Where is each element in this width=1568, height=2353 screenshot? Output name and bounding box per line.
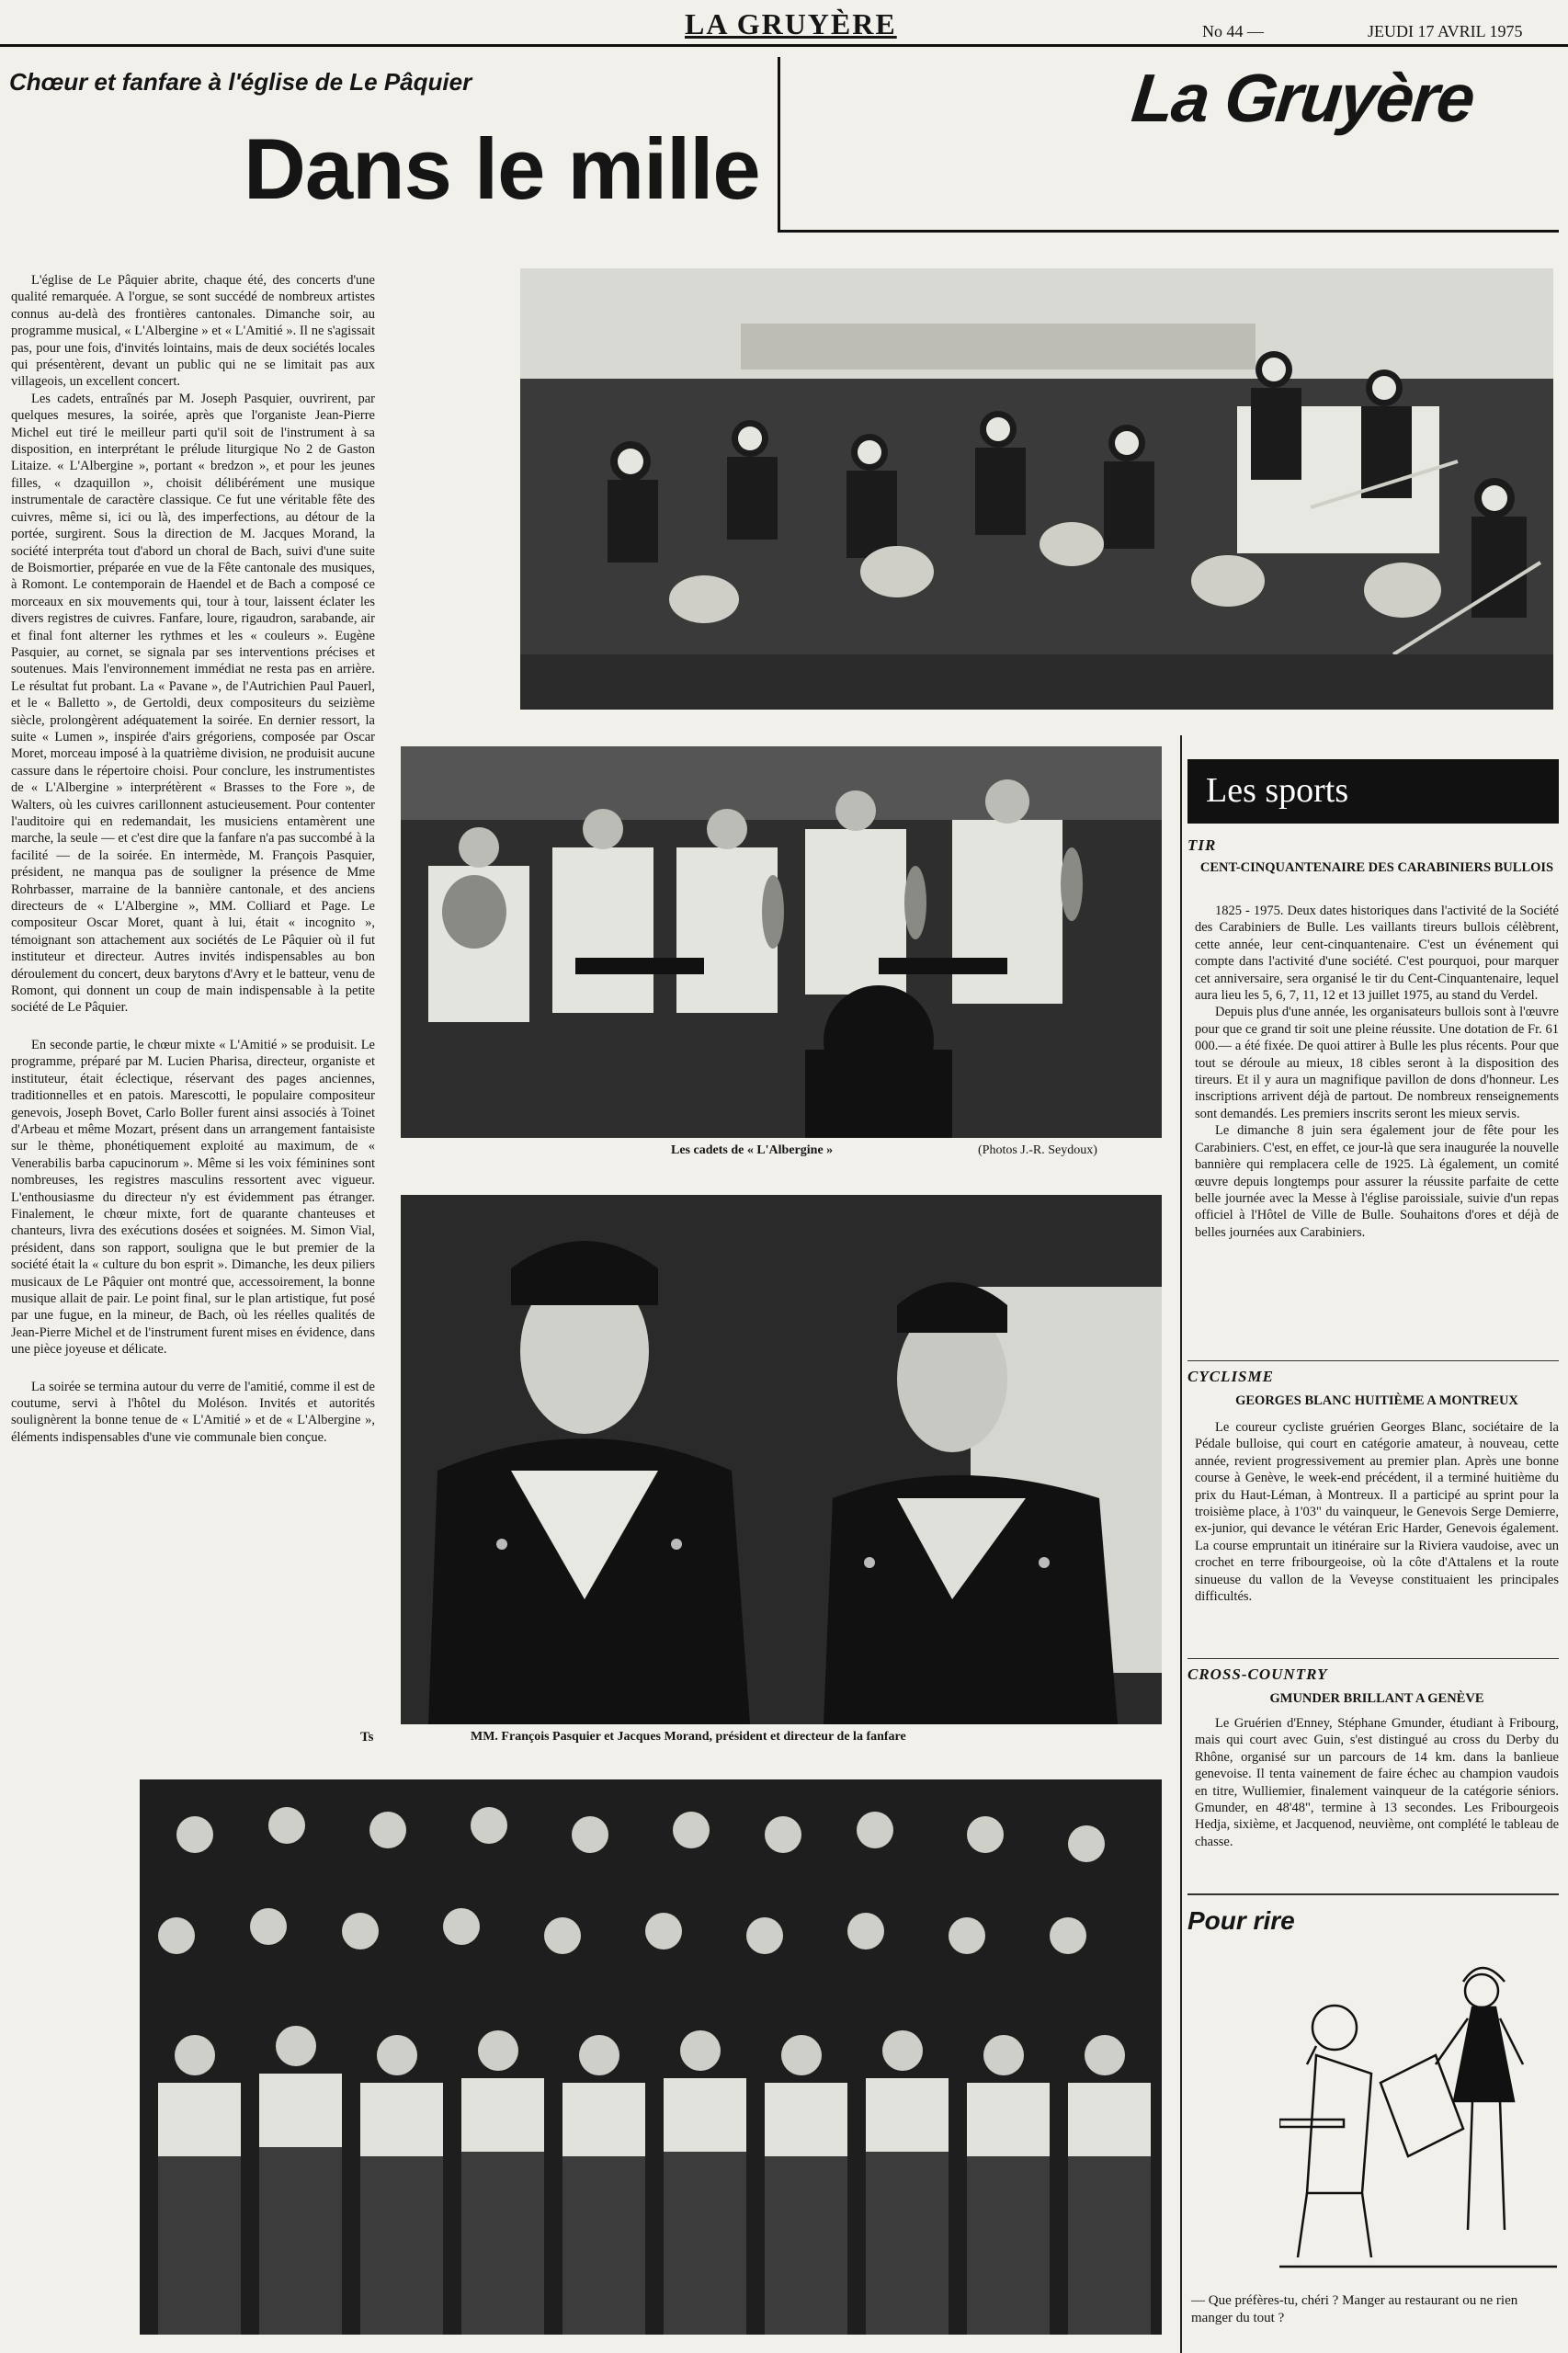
- issue-date: JEUDI 17 AVRIL 1975: [1368, 22, 1523, 40]
- cartoon-title: Pour rire: [1187, 1906, 1295, 1935]
- photo-fanfare-church: [520, 268, 1553, 710]
- caption-credit: [978, 1143, 1097, 1158]
- header-underline: [778, 230, 1559, 233]
- headline-tir: CENT-CINQUANTENAIRE DES CARABINIERS BULLOIS: [1199, 860, 1554, 875]
- article-signature: Ts: [360, 1730, 374, 1745]
- article-paragraph: En seconde partie, le chœur mixte « L'Amitié » se produisit. Le programme, préparé par M. Lucien Pharisa, directeur, organiste et instituteur, était éclectique, réservant des pages anciennes, traditionnelles et en patois. Marescotti, le populaire compositeur genevois, Joseph Bovet, Carlo Boller furent ainsi associés à Toinet d'Arbeau et même Mozart, présent dans un arrangement fantaisiste sur le thème, phonétiquement exploité au maximum, de « Venerabilis barba capucinorum ». Même si les voix féminines sont nombreuses, les registres masculins ressortent avec vigueur. L'enthousiasme du directeur n'y est évidemment pas étranger. Finalement, le chœur mixte, fort de quarante chanteuses et chanteurs, livra des exécutions dosées et soignées. M. Simon Vial, président, dans son rapport, souligna que le but premier de la société était la « culture du bon esprit ». Dimanche, les deux piliers musicaux de Le Pâquier ont montré que, accessoirement, la bonne musique allait de pair. Le point final, sur le plan artistique, fut posé par une fugue, en la mineur, de Bach, où les réelles qualités de Jean-Pierre Michel et de l'instrument furent mises en évidence, dans une pièce joyeuse et délicate.: [11, 1037, 375, 1358]
- cyclisme-body: [1195, 1419, 1559, 1605]
- photo-choir: [140, 1779, 1162, 2335]
- sports-title: Les sports: [1206, 771, 1349, 810]
- headline-cyclisme: GEORGES BLANC HUITIÈME A MONTREUX: [1235, 1393, 1518, 1408]
- article-paragraph: La soirée se termina autour du verre de l'amitié, comme il est de coutume, servi à l'hôtel du Moléson. Invités et autorités soulignèrent la bonne tenue de « L'Amitié » et de « L'Albergine », éléments indispensables d'une vie communale bien conçue.: [11, 1379, 375, 1445]
- caption-portrait: MM. François Pasquier et Jacques Morand, président et directeur de la fanfare: [471, 1730, 906, 1744]
- sports-column-rule: [1180, 735, 1182, 2353]
- cyclisme-paragraph: Le coureur cycliste gruérien Georges Blanc, sociétaire de la Pédale bulloise, qui court en catégorie amateur, à nouveau, cette année, revient progressivement au premier plan. Après une bonne course à Genève, le week-end précédent, il a terminé huitième du prix du Haut-Léman, à Montreux. Il a participé au sprint pour la troisième place, à 1'03" du vainqueur, le Genevois Serge Demierre, ex-junior, qui devance le vétéran Eric Harder, Genevois également. La course empruntait un itinéraire sur la Riviera vaudoise, avec un crochet en terre fribourgeoise, où la côte d'Attalens et la route sinueuse du vallon de la Veveyse constituaient les principales difficultés.: [1195, 1420, 1559, 1605]
- photo-cadets: [401, 746, 1162, 1138]
- newspaper-logo: La Gruyère: [1128, 60, 1478, 136]
- issue-number: No 44 —: [1202, 22, 1264, 40]
- tir-paragraph: Le dimanche 8 juin sera également jour de fête pour les Carabiniers. C'est, en effet, ce jour-là que sera inaugurée la nouvelle bannière qui remplacera celle de 1925. Là également, un comité œuvre depuis longtemps pour assurer la réussite parfaite de cette belle journée avec la Messe à l'église paroissiale, suivie d'un repas officiel à l'Hôtel de Ville de Bulle. Souhaitons d'ores et déjà de belles journées aux Carabiniers.: [1195, 1123, 1559, 1240]
- section-label-tir: TIR: [1187, 836, 1217, 854]
- tir-body: [1195, 903, 1559, 1241]
- section-divider: [1187, 1658, 1559, 1659]
- cartoon-caption: — Que préfères-tu, chéri ? Manger au restaurant ou ne rien manger du tout ?: [1191, 2293, 1518, 2325]
- caption-cadets: Les cadets de « L'Albergine »: [671, 1143, 834, 1157]
- cross-body: [1195, 1715, 1559, 1850]
- cross-paragraph: Le Gruérien d'Enney, Stéphane Gmunder, étudiant à Fribourg, mais qui court avec Guin, s'est distingué au cross du Derby du Rhône, organisé sur un parcours de 14 km. dans la banlieue genevoise. Il tenta vainement de faire échec au champion vaudois en titre, Wulliemier, finalement vainqueur de la catégorie séniors. Gmunder, en 48'48", termine à 13 secondes. Les Fribourgeois Hedja, sixième, et Jacquenod, neuvième, ont complété le tableau de chasse.: [1195, 1716, 1559, 1849]
- masthead-name: LA GRUYÈRE: [685, 7, 897, 40]
- section-label-cyclisme: CYCLISME: [1187, 1368, 1274, 1385]
- sports-header: [1187, 759, 1559, 824]
- tir-paragraph: 1825 - 1975. Deux dates historiques dans l'activité de la Société des Carabiniers de Bulle. Les vaillants tireurs bullois célèbrent, cette année, leur cent-cinquantenaire. C'est un événement qui compte dans l'activité d'une société. C'est pourquoi, pour marquer cet anniversaire, sera organisé le tir du Cent-Cinquantenaire, lequel aura lieu les 5, 6, 7, 11, 12 et 13 juillet 1975, au stand du Verdel.: [1195, 904, 1559, 1004]
- article-kicker: Chœur et fanfare à l'église de Le Pâquier: [9, 68, 472, 96]
- photo-credit: (Photos J.-R. Seydoux): [978, 1143, 1097, 1157]
- section-divider: [1187, 1893, 1559, 1895]
- headline-cross: GMUNDER BRILLANT A GENÈVE: [1269, 1691, 1484, 1706]
- tir-paragraph: Depuis plus d'une année, les organisateurs bullois sont à l'œuvre pour que ce grand tir soit une pleine réussite. Une dotation de Fr. 61 000.— a été fixée. De quoi attirer à Bulle les plus récents. Pour que tout se déroule au mieux, 18 cibles seront à la disposition des tireurs. Et il y aura un magnifique pavillon de dons d'honneur. Les inscriptions arrivent déjà de partout. De nombreux renseignements sont demandés. Les premiers inscrits seront les mieux servis.: [1195, 1005, 1559, 1121]
- article-paragraph: L'église de Le Pâquier abrite, chaque été, des concerts d'une qualité remarquée. A l'orgue, se sont succédé de nombreux artistes connus au-delà des frontières cantonales. Dimanche soir, au programme musical, « L'Albergine » et « L'Amitié ». Il ne s'agissait pas, pour une fois, d'invités lointains, mais de deux sociétés locales qui présentèrent, devant un public qui ne se limitait pas aux villageois, un excellent concert.: [11, 273, 375, 390]
- header-divider: [778, 57, 780, 232]
- cartoon-drawing: [1279, 1954, 1557, 2285]
- photo-portrait: [401, 1195, 1162, 1724]
- section-label-cross: CROSS-COUNTRY: [1187, 1665, 1328, 1683]
- section-divider: [1187, 1360, 1559, 1361]
- masthead-rule: [0, 44, 1568, 47]
- article-paragraph: Les cadets, entraînés par M. Joseph Pasquier, ouvrirent, par quelques mesures, la soirée, après que l'organiste Jean-Pierre Michel eut tiré le meilleur parti qu'il soit de l'instrument à sa disposition, en interprétant le prélude liturgique No 2 de Gaston Litaize. « L'Albergine », portant « bredzon », et pour les jeunes filles, « dzaquillon », choisit délibérément une musique instrumentale de caractère classique. Ce fut une véritable fête des cuivres, même si, ici ou là, des imperfections, au détour de la portée, surgirent. Sous la direction de M. Jacques Morand, la société interpréta tout d'abord un choral de Bach, suivi d'une suite de Boismortier, préparée en vue de la Fête cantonale des musiques, à Romont. Le contemporain de Haendel et de Bach a composé ce morceaux en six mouvements qui, tour à tour, laissent éclater les divers registres de cuivres. Fanfare, loure, rigaudron, sarabande, air et final font alterner les rythmes et les « couleurs ». Eugène Pasquier, au cornet, se signala par ses interventions précises et soutenues. Mais l'environnement immédiat ne resta pas en arrière. Le résultat fut probant. La « Pavane », de l'Autrichien Paul Pauerl, et le « Balletto », de Gertoldi, deux compositeurs du seizième siècle, prolongèrent adéquatement la soirée. En dernier ressort, la suite « Lumen », inspirée d'airs grégoriens, composée par Oscar Moret, morceau imposé à la quatrième division, ne produisit aucune cassure dans le répertoire choisi. Pour conclure, les instrumentistes de « L'Albergine » interprétèrent « Brasses to the Fore », de Walters, où les cuivres carillonnent astucieusement. Pour contenter l'auditoire qui en redemandait, les musiciens entamèrent une marche, la seule — et c'est dire que la fanfare n'a pas succombé à la facilité — de la soirée. En intermède, M. François Pasquier, président, ne manqua pas de souligner la présence de Mme Rohrbasser, marraine de la bannière cantonale, et des anciens directeurs de « L'Albergine », MM. Colliard et Page. Le compositeur Oscar Moret, quant à lui, était « incognito », témoignant son attachement aux sociétés de Le Pâquier où il fut instituteur et directeur. Autres invités indispensables au bon déroulement du concert, deux barytons d'Avry et le batteur, venu de Romont, qui donnent un coup de main indispensable à la petite société de Le Pâquier.: [11, 391, 375, 1016]
- article-headline: Dans le mille: [244, 120, 760, 217]
- article-body: [11, 272, 375, 1446]
